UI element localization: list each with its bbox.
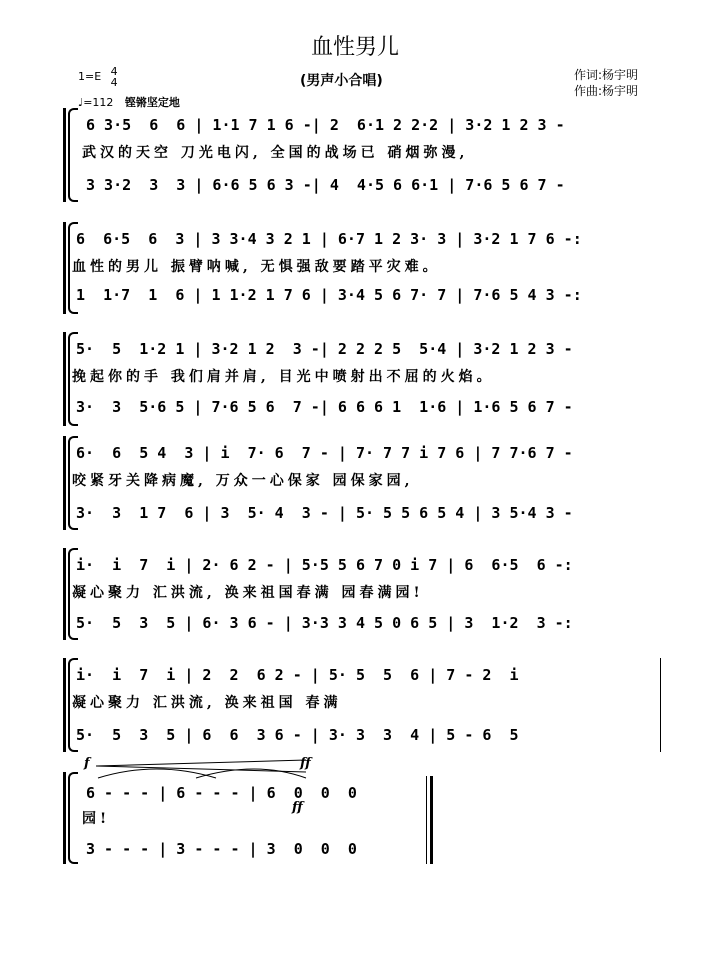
system-5-bottom-voice: 5· 5 3 5 | 6· 3 6 - | 3·3 3 4 5 0 6 5 | 3 1·2 3 -: [76, 614, 573, 632]
system-7-bottom-voice: 3 - - - | 3 - - - | 3 0 0 0 [86, 840, 357, 858]
system-3-start-bar [63, 332, 66, 426]
system-5-lyric: 凝心聚力 汇洪流, 涣来祖国春满 园春满园! [72, 585, 424, 601]
dynamic-fortissimo: ff [300, 756, 311, 771]
expression-marking: 铿锵坚定地 [124, 96, 180, 109]
system-7-top-voice: 6 - - - | 6 - - - | 6 0 0 0 [86, 784, 357, 802]
system-7-lyric: 园! [82, 811, 111, 827]
system-5-start-bar [63, 548, 66, 640]
system-4-top-voice: 6· 6 5 4 3 | i 7· 6 7 - | 7· 7 7 i 7 6 | 7 7·6 7 - [76, 444, 573, 462]
system-2-start-bar [63, 222, 66, 314]
final-barline-thin [426, 776, 427, 864]
system-6-end-bar [660, 658, 661, 752]
system-1-bottom-voice: 3 3·2 3 3 | 6·6 5 6 3 -| 4 4·5 6 6·1 | 7·6 5 6 7 - [86, 176, 565, 194]
composer-credit: 作曲:杨宇明 [574, 84, 639, 98]
system-3-lyric: 挽起你的手 我们肩并肩, 目光中喷射出不屈的火焰。 [72, 369, 495, 385]
subtitle: (男声小合唱) [300, 73, 383, 89]
system-1-start-bar [63, 108, 66, 202]
time-top: 4 [110, 65, 118, 78]
system-6-lyric: 凝心聚力 汇洪流, 涣来祖国 春满 [72, 695, 342, 711]
system-2-lyric: 血性的男儿 振臂呐喊, 无惧强敌要踏平灾难。 [72, 259, 441, 275]
dynamic-forte: f [84, 756, 90, 771]
final-barline-thick [430, 776, 433, 864]
time-bottom: 4 [110, 76, 118, 89]
time-signature [111, 66, 118, 88]
system-3-top-voice: 5· 5 1·2 1 | 3·2 1 2 3 -| 2 2 2 5 5·4 | 3·2 1 2 3 - [76, 340, 573, 358]
key-signature [78, 66, 118, 88]
system-4-lyric: 咬紧牙关降病魔, 万众一心保家 园保家园, [72, 473, 414, 489]
dynamic-fortissimo-lower: ff [292, 800, 303, 815]
system-4-start-bar [63, 436, 66, 530]
song-title: 血性男儿 [310, 35, 399, 60]
lyricist-credit: 作词:杨宇明 [574, 68, 639, 82]
system-7-brace [68, 772, 78, 864]
system-6-top-voice: i· i 7 i | 2 2 6 2 - | 5· 5 5 6 | 7 - 2 i [76, 666, 519, 684]
tempo-value: ♩=112 [78, 96, 114, 109]
system-1-top-voice: 6 3·5 6 6 | 1·1 7 1 6 -| 2 6·1 2 2·2 | 3·2 1 2 3 - [86, 116, 565, 134]
system-2-top-voice: 6 6·5 6 3 | 3 3·4 3 2 1 | 6·7 1 2 3· 3 | 3·2 1 7 6 -: [76, 230, 582, 248]
system-5-top-voice: i· i 7 i | 2· 6 2 - | 5·5 5 6 7 0 i 7 | 6 6·5 6 -: [76, 556, 573, 574]
system-6-bottom-voice: 5· 5 3 5 | 6 6 3 6 - | 3· 3 3 4 | 5 - 6 5 [76, 726, 519, 744]
system-1-lyric: 武汉的天空 刀光电闪, 全国的战场已 硝烟弥漫, [82, 145, 469, 161]
system-6-start-bar [63, 658, 66, 752]
system-1-brace [68, 108, 78, 202]
system-3-bottom-voice: 3· 3 5·6 5 | 7·6 5 6 7 -| 6 6 6 1 1·6 | 1·6 5 6 7 - [76, 398, 573, 416]
key-label: 1=E [78, 70, 102, 83]
system-2-bottom-voice: 1 1·7 1 6 | 1 1·2 1 7 6 | 3·4 5 6 7· 7 | 7·6 5 4 3 -: [76, 286, 582, 304]
system-4-bottom-voice: 3· 3 1 7 6 | 3 5· 4 3 - | 5· 5 5 6 5 4 | 3 5·4 3 - [76, 504, 573, 522]
tempo-marking [78, 94, 180, 110]
system-7-start-bar [63, 772, 66, 864]
